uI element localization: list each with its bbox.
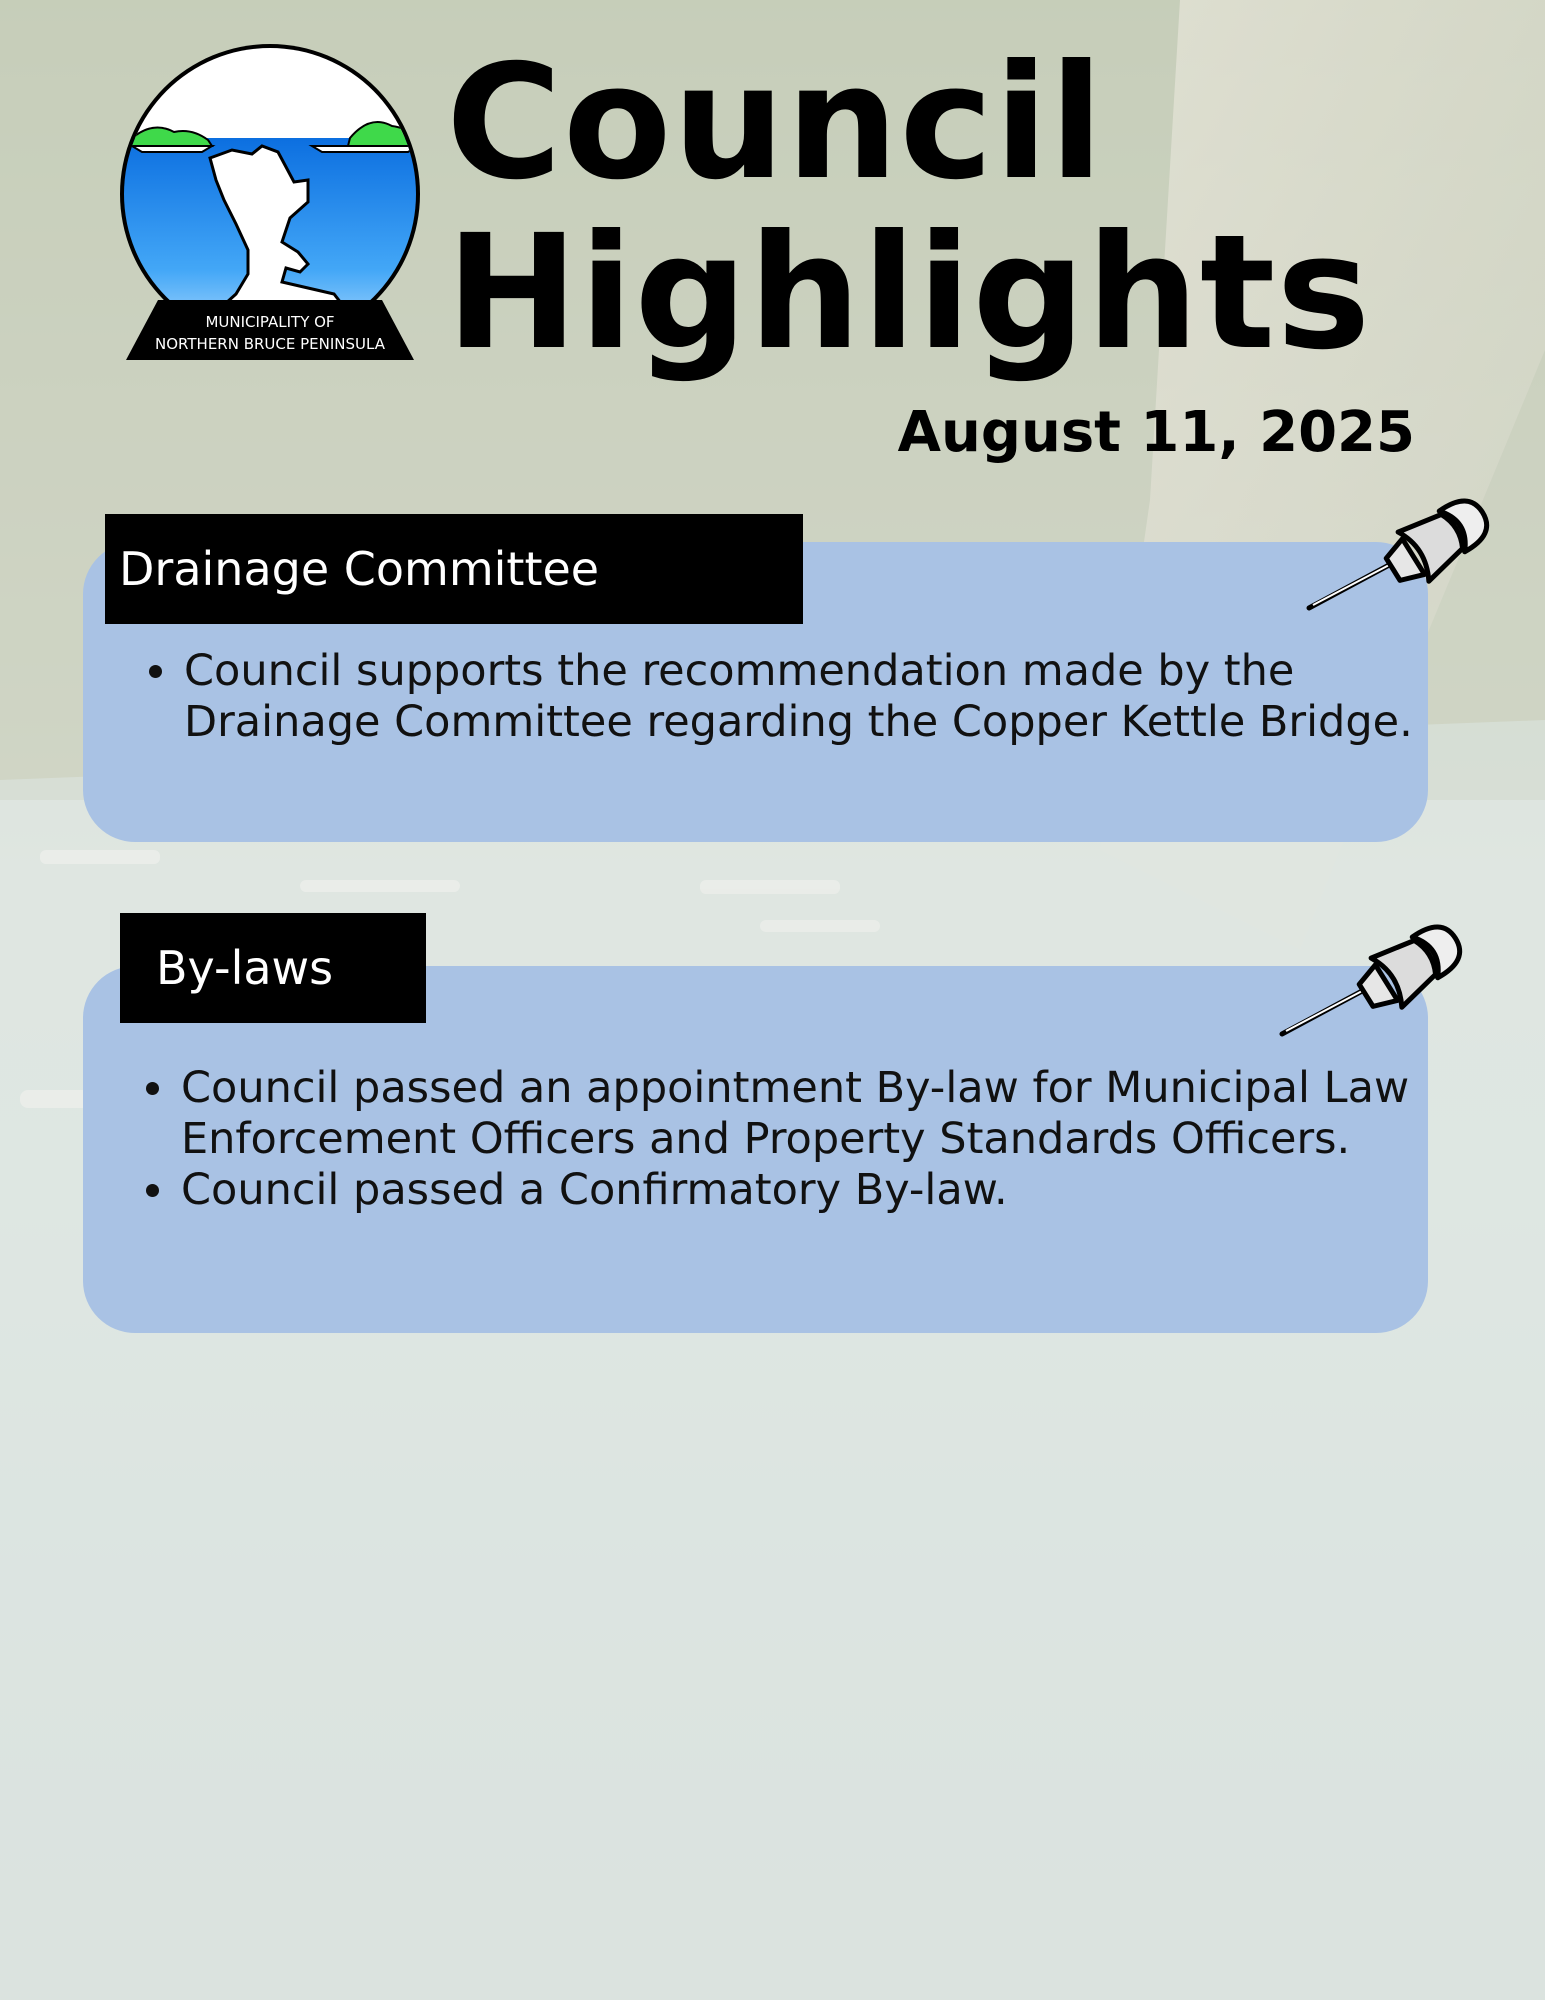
page-title — [446, 31, 1372, 385]
meeting-date: August 11, 2025 — [897, 400, 1415, 465]
bylaws-list — [119, 1063, 1469, 1216]
pushpin-icon — [1305, 472, 1515, 622]
page-title-text: Council Highlights — [446, 31, 1372, 385]
logo-text-line2: NORTHERN BRUCE PENINSULA — [155, 335, 385, 353]
pushpin-icon — [1278, 898, 1488, 1048]
list-item: • Council supports the recommendation made by the Drainage Committee regarding the Copper Kettle Bridge. — [182, 646, 1462, 748]
municipality-logo — [112, 42, 428, 372]
drainage-committee-heading: Drainage Committee — [105, 514, 803, 624]
logo-text-line1: MUNICIPALITY OF — [205, 313, 335, 331]
drainage-committee-list — [122, 646, 1462, 748]
bylaws-heading: By-laws — [120, 913, 426, 1023]
list-item: • Council passed an appointment By-law for Municipal Law Enforcement Officers and Property Standards Officers. — [179, 1063, 1469, 1165]
list-item: • Council passed a Confirmatory By-law. — [179, 1165, 1469, 1216]
